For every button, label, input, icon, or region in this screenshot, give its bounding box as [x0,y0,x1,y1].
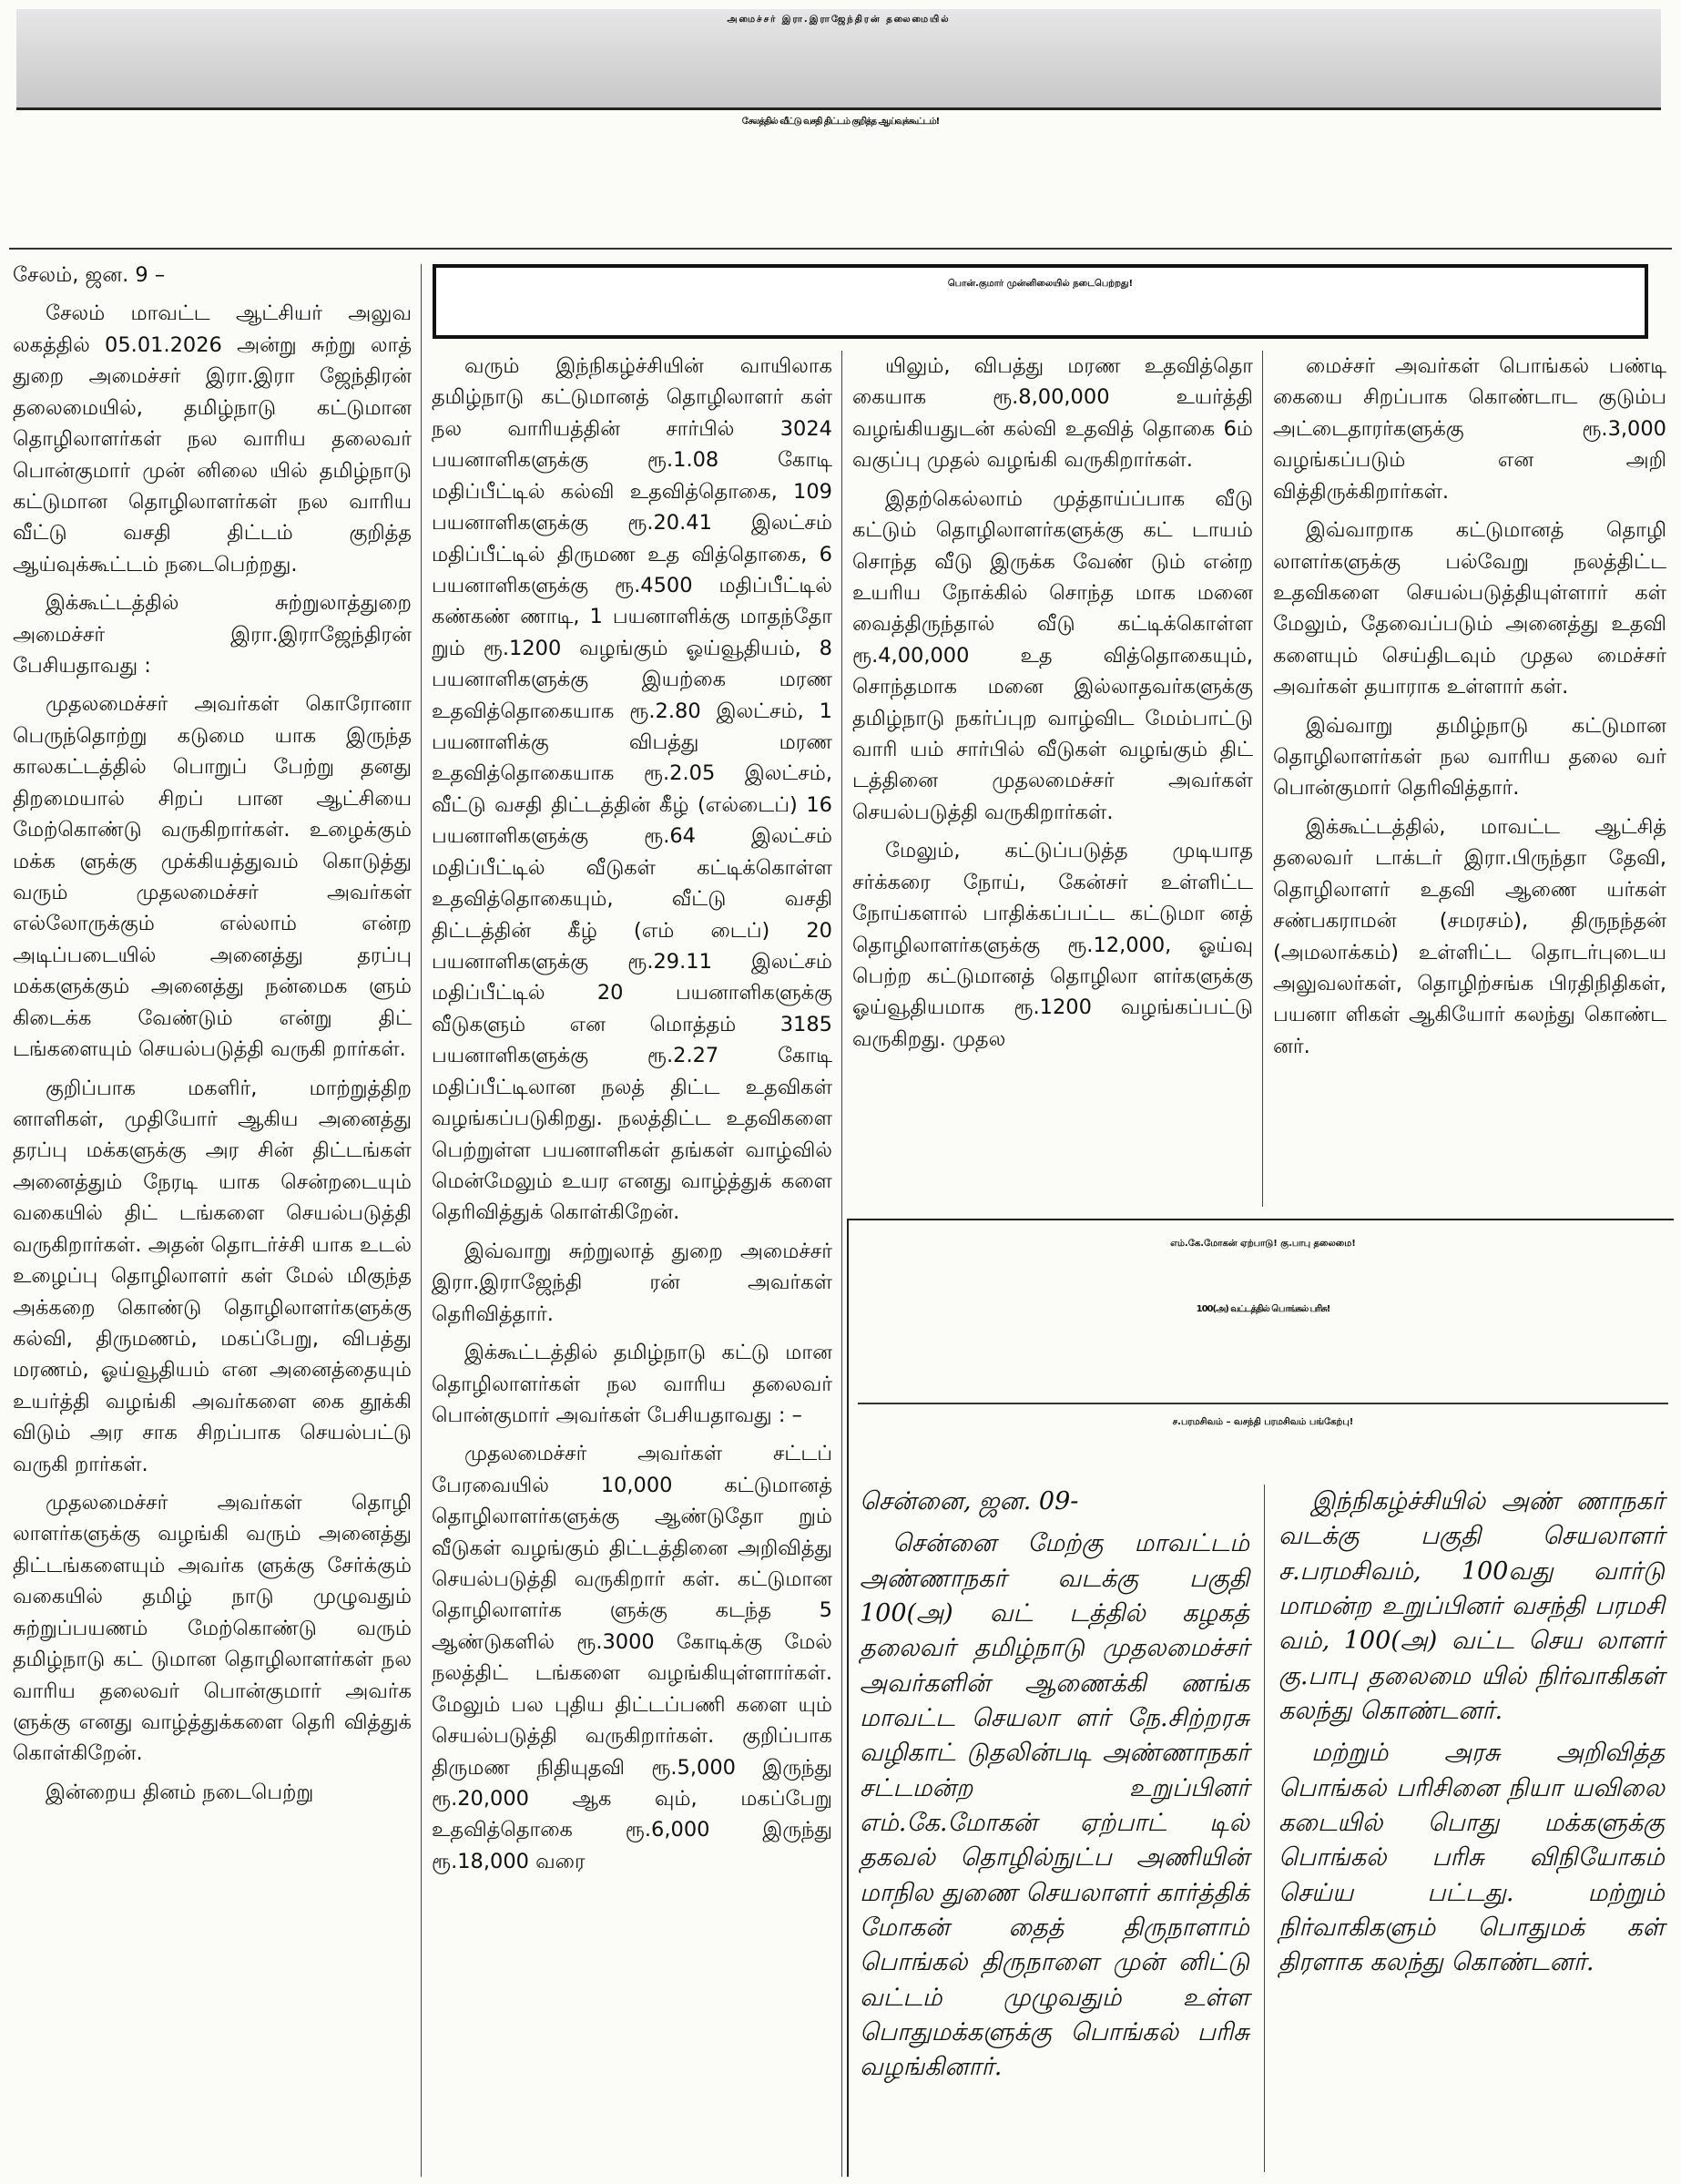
paragraph: சென்னை மேற்கு மாவட்டம் அண்ணாநகர் வடக்கு பகுதி 100(அ) வட் டத்தில் கழகத் தலைவர் தமிழ்நாடு முதலமைச்சர் அவர்களின் ஆணைக்கி ணங்க மாவட்ட செயலா ளர் நே.சிற்றரசு வழிகாட் டுதலின்படி அண்ணாநகர் சட்டமன்ற உறுப்பினர் எம்.கே.மோகன் ஏற்பாட் டில் தகவல் தொழில்நுட்ப அணியின் மாநில துணை செயலாளர் கார்த்திக் மோகன் தைத் திருநாளாம் பொங்கல் திருநாளை முன் னிட்டு வட்டம் முழுவதும் உள்ள பொதுமக்களுக்கு பொங்கல் பரிசு வழங்கினார். [860,1529,1249,2082]
paragraph: இவ்வாறு தமிழ்நாடு கட்டுமான தொழிலாளர்கள் நல வாரிய தலை வர் பொன்குமார் தெரிவித்தார். [1273,713,1666,801]
paragraph: முதலமைச்சர் அவர்கள் தொழி லாளர்களுக்கு வழங்கி வரும் அனைத்து திட்டங்களையும் அவர்க ளுக்கு சேர்க்கும் வகையில் தமிழ் நாடு முழுவதும் சுற்றுப்பயணம் மேற்கொண்டு வரும் தமிழ்நாடு கட் டுமான தொழிலாளர்கள் நல வாரிய தலைவர் பொன்குமார் அவர்க ளுக்கு எனது வாழ்த்துக்களை தெரி வித்துக் கொள்கிறேன். [13,1491,412,1766]
article-column-1 [13,260,412,1815]
column-divider [1264,1485,1265,2172]
paragraph: இக்கூட்டத்தில் தமிழ்நாடு கட்டு மான தொழிலாளர்கள் நல வாரிய தலைவர் பொன்குமார் அவர்கள் பேசியதாவது : – [432,1341,832,1427]
article-kicker: அமைச்சர் இரா.இராஜேந்திரன் தலைமையில் [727,15,951,25]
paragraph: இக்கூட்டத்தில், மாவட்ட ஆட்சித் தலைவர் டாக்டர் இரா.பிருந்தா தேவி, தொழிலாளர் உதவி ஆணை யர்கள் சண்பகராமன் (சமரசம்), திருநந்தன் (அமலாக்கம்) உள்ளிட்ட தொடர்புடைய அலுவலர்கள், தொழிற்சங்க பிரதிநிதிகள், பயனா ளிகள் ஆகியோர் கலந்து கொண்ட னர். [1273,814,1666,1058]
column-divider [421,264,422,2177]
pongal-headline: 100(அ) வட்டத்தில் பொங்கல் பரிசு! [1196,1304,1330,1314]
paragraph: இந்நிகழ்ச்சியில் அண் ணாநகர் வடக்கு பகுதி செயலாளர் ச.பரமசிவம், 100வது வார்டு மாமன்ற உறுப்பினர் வசந்தி பரமசி வம், 100(அ) வட்ட செய லாளர் கு.பாபு தலைமை யில் நிர்வாகிகள் கலந்து கொண்டனர். [1279,1487,1665,1725]
column-divider [841,351,842,2177]
pongal-column-2 [1279,1485,1665,1988]
article-subheadline: பொன்.குமார் முன்னிலையில் நடைபெற்றது! [947,279,1134,289]
paragraph: இவ்வாறாக கட்டுமானத் தொழி லாளர்களுக்கு பல்வேறு நலத்திட்ட உதவிகளை செயல்படுத்தியுள்ளார் கள் மேலும், தேவைப்படும் அனைத்து உதவி களையும் செய்திடவும் முதல மைச்சர் அவர்கள் தயாராக உள்ளார் கள். [1273,518,1666,699]
paragraph: இதற்கெல்லாம் முத்தாய்ப்பாக வீடு கட்டும் தொழிலாளர்களுக்கு கட் டாயம் சொந்த வீடு இருக்க வேண் டும் என்ற உயரிய நோக்கில் சொந்த மாக மனை வைத்திருந்தால் வீடு கட்டிக்கொள்ள ரூ.4,00,000 உத வித்தொகையும், சொந்தமாக மனை இல்லாதவர்களுக்கு தமிழ்நாடு நகர்ப்புற வாழ்விட மேம்பாட்டு வாரி யம் சார்பில் வீடுகள் வழங்கும் திட் டத்தினை முதலமைச்சர் அவர்கள் செயல்படுத்தி வருகிறார்கள். [852,486,1253,824]
paragraph: வரும் இந்நிகழ்ச்சியின் வாயிலாக தமிழ்நாடு கட்டுமானத் தொழிலாளர் கள் நல வாரியத்தின் சார்பில் 3024 பயனாளிகளுக்கு ரூ.1.08 கோடி மதிப்பீட்டில் கல்வி உதவித்தொகை, 109 பயனாளிகளுக்கு ரூ.20.41 இலட்சம் மதிப்பீட்டில் திருமண உத வித்தொகை, 6 பயனாளிகளுக்கு ரூ.4500 மதிப்பீட்டில் கண்கண் ணாடி, 1 பயனாளிக்கு மாதந்தோ றும் ரூ.1200 வழங்கும் ஓய்வூதியம், 8 பயனாளிகளுக்கு இயற்கை மரண உதவித்தொகையாக ரூ.2.80 இலட்சம், 1 பயனாளிக்கு விபத்து மரண உதவித்தொகையாக ரூ.2.05 இலட்சம், வீட்டு வசதி திட்டத்தின் கீழ் (எல்டைப்) 16 பயனாளிகளுக்கு ரூ.64 இலட்சம் மதிப்பீட்டில் வீடுகள் கட்டிக்கொள்ள உதவித்தொகையும், வீட்டு வசதி திட்டத்தின் கீழ் (எம் டைப்) 20 பயனாளிகளுக்கு ரூ.29.11 இலட்சம் மதிப்பீட்டில் 20 பயனாளிகளுக்கு வீடுகளும் என மொத்தம் 3185 பயனாளிகளுக்கு ரூ.2.27 கோடி மதிப்பீட்டிலான நலத் திட்ட உதவிகள் வழங்கப்படுகிறது. நலத்திட்ட உதவிகளை பெற்றுள்ள பயனாளிகள் தங்கள் வாழ்வில் மென்மேலும் உயர எனது வாழ்த்துக் களை தெரிவித்துக் கொள்கிறேன். [432,354,832,1225]
paragraph: மைச்சர் அவர்கள் பொங்கல் பண்டி கையை சிறப்பாக கொண்டாட குடும்ப அட்டைதாரர்களுக்கு ரூ.3,000 வழங்கப்படும் என அறி வித்திருக்கிறார்கள். [1273,354,1666,504]
article-headline: சேலத்தில் வீட்டு வசதி திட்டம் குறித்த ஆய்வுக்கூட்டம்! [741,117,940,127]
paragraph: மற்றும் அரசு அறிவித்த பொங்கல் பரிசினை நியா யவிலை கடையில் பொது மக்களுக்கு பொங்கல் பரிசு விநியோகம் செய்ய பட்டது. மற்றும் நிர்வாகிகளும் பொதுமக் கள் திரளாக கலந்து கொண்டனர். [1279,1739,1665,1977]
paragraph: இன்றைய தினம் நடைபெற்று [46,1780,314,1804]
paragraph: குறிப்பாக மகளிர், மாற்றுத்திற னாளிகள், முதியோர் ஆகிய அனைத்து தரப்பு மக்களுக்கு அர சின் திட்டங்கள் அனைத்தும் நேரடி யாக சென்றடையும் வகையில் திட் டங்களை செயல்படுத்தி வருகிறார்கள். அதன் தொடர்ச்சி யாக உடல் உழைப்பு தொழிலாளர் கள் மேல் மிகுந்த அக்கறை கொண்டு தொழிலாளர்களுக்கு கல்வி, திருமணம், மகப்பேறு, விபத்து மரணம், ஓய்வூதியம் என அனைத்தையும் உயர்த்தி வழங்கி அவர்களை கை தூக்கி விடும் அர சாக சிறப்பாக செயல்பட்டு வருகி றார்கள். [13,1076,412,1476]
paragraph: முதலமைச்சர் அவர்கள் கொரோனா பெருந்தொற்று கடுமை யாக இருந்த காலகட்டத்தில் பொறுப் பேற்று தனது திறமையால் சிறப் பான ஆட்சியை மேற்கொண்டு வருகிறார்கள். உழைக்கும் மக்க ளுக்கு முக்கியத்துவம் கொடுத்து வரும் முதலமைச்சர் அவர்கள் எல்லோருக்கும் எல்லாம் என்ற அடிப்படையில் அனைத்து தரப்பு மக்களுக்கும் அனைத்து நன்மைக ளும் கிடைக்க வேண்டும் என்று திட் டங்களையும் செயல்படுத்தி வருகி றார்கள். [13,692,412,1062]
paragraph: மேலும், கட்டுப்படுத்த முடியாத சர்க்கரை நோய், கேன்சர் உள்ளிட்ட நோய்களால் பாதிக்கப்பட்ட கட்டுமா னத் தொழிலாளர்களுக்கு ரூ.12,000, ஓய்வு பெற்ற கட்டுமானத் தொழிலா ளர்களுக்கு ஓய்வூதியமாக ரூ.1200 வழங்கப்பட்டு வருகிறது. முதல [852,839,1253,1051]
dateline: சேலம், ஜன. 9 – [13,263,166,287]
paragraph: யிலும், விபத்து மரண உதவித்தொ கையாக ரூ.8,00,000 உயர்த்தி வழங்கியதுடன் கல்வி உதவித் தொகை 6ம் வகுப்பு முதல் வழங்கி வருகிறார்கள். [852,354,1253,473]
pongal-divider [858,1403,1668,1404]
paragraph: சேலம் மாவட்ட ஆட்சியர் அலுவ லகத்தில் 05.01.2026 அன்று சுற்று லாத் துறை அமைச்சர் இரா.இரா ஜேந்திரன் தலைமையில், தமிழ்நாடு கட்டுமான தொழிலாளர்கள் நல வாரிய தலைவர் பொன்குமார் முன் னிலை யில் தமிழ்நாடு கட்டுமான தொழிலாளர்கள் நல வாரிய வீட்டு வசதி திட்டம் குறித்த ஆய்வுக்கூட்டம் நடைபெற்றது. [13,301,412,577]
headline-divider [9,248,1672,250]
paragraph: இக்கூட்டத்தில் சுற்றுலாத்துறை அமைச்சர் இரா.இராஜேந்திரன் பேசியதாவது : [13,591,412,679]
pongal-subheadline: ச.பரமசிவம் – வசந்தி பரமசிவம் பங்கேற்பு! [1172,1417,1354,1427]
paragraph: முதலமைச்சர் அவர்கள் சட்டப் பேரவையில் 10,000 கட்டுமானத் தொழிலாளர்களுக்கு ஆண்டுதோ றும் வீடுகள் வழங்கும் திட்டத்தினை அறிவித்து செயல்படுத்தி வருகிறார் கள். கட்டுமான தொழிலாளர்க ளுக்கு கடந்த 5 ஆண்டுகளில் ரூ.3000 கோடிக்கு மேல் நலத்திட் டங்களை வழங்கியுள்ளார்கள். மேலும் பல புதிய திட்டப்பணி களை யும் செயல்படுத்தி வருகிறார்கள். குறிப்பாக திருமண நிதியுதவி ரூ.5,000 இருந்து ரூ.20,000 ஆக வும், மகப்பேறு உதவித்தொகை ரூ.6,000 இருந்து ரூ.18,000 வரை [432,1442,832,1873]
pongal-column-1 [860,1485,1249,2093]
pongal-kicker: எம்.கே.மோகன் ஏற்பாடு! கு.பாபு தலைமை! [1170,1239,1356,1249]
paragraph: இவ்வாறு சுற்றுலாத் துறை அமைச்சர் இரா.இராஜேந்தி ரன் அவர்கள் தெரிவித்தார். [432,1239,832,1326]
article-column-2 [432,351,832,1884]
article-column-3 [852,351,1253,1062]
dateline: சென்னை, ஜன. 09- [860,1487,1079,1516]
subheadline-box [433,264,1648,339]
column-divider [1262,351,1263,1207]
article-column-4 [1273,351,1666,1069]
